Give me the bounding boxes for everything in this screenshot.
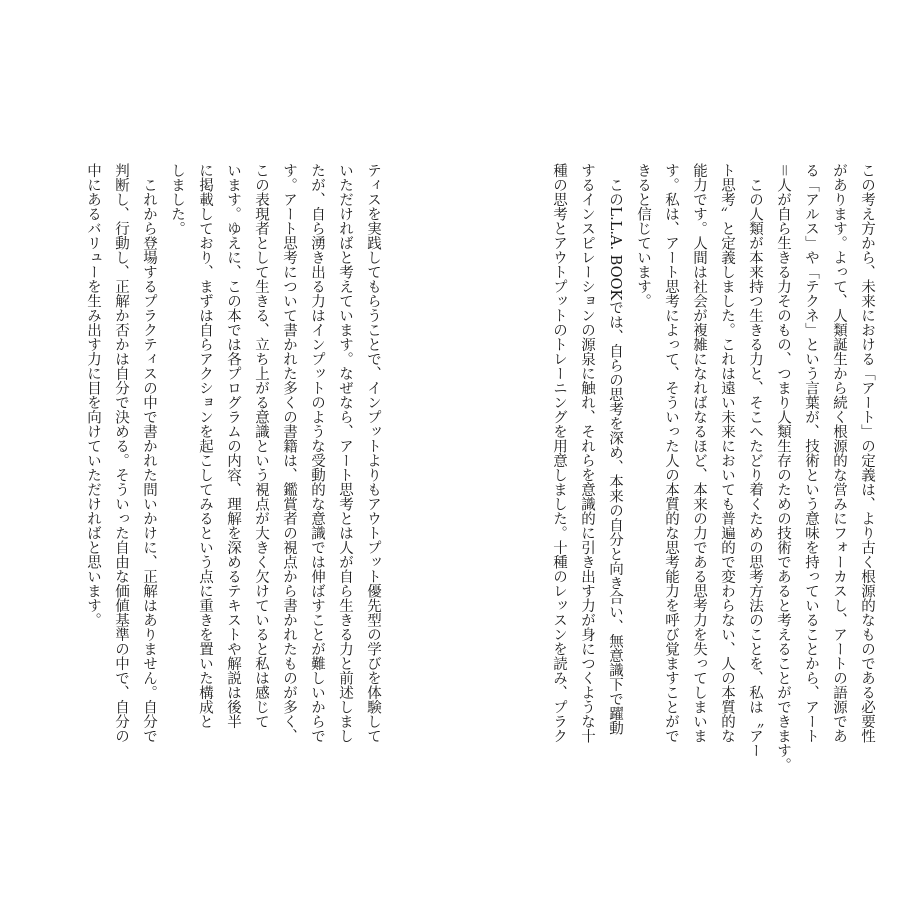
left-page-text	[79, 163, 387, 803]
text-column: きると信じています。	[635, 163, 651, 308]
text-column: ト思考〟と定義しました。これは遠い未来においても普遍的で変わらない、人の本質的な	[719, 163, 735, 743]
text-column: る「アルス」や「テクネ」という言葉が、技術という意味を持っていることから、アート	[803, 163, 819, 743]
text-column: これから登場するプラクティスの中で書かれた問いかけに、正解はありません。自分で	[141, 163, 157, 743]
text-column: す。私は、アート思考によって、そういった人の本質的な思考能力を呼び覚ますことがで	[663, 163, 679, 743]
text-column: この考え方から、未来における「アート」の定義は、より古く根源的なものである必要性	[859, 163, 875, 743]
text-column: 中にあるバリューを生み出す力に目を向けていただければと思います。	[85, 163, 101, 627]
text-column: す。アート思考について書かれた多くの書籍は、鑑賞者の視点から書かれたものが多く、	[281, 163, 297, 743]
text-column: います。ゆえに、この本では各プログラムの内容、理解を深めるテキストや解説は後半	[225, 163, 241, 729]
text-column: この人類が本来持つ生きる力と、そこへたどり着くための思考方法のことを、私は〝アー	[747, 163, 763, 758]
text-column: たが、自ら湧き出る力はインプットのような受動的な意識では伸ばすことが難しいからで	[309, 163, 325, 743]
text-column: この表現者として生きる、立ち上がる意識という視点が大きく欠けていると私は感じて	[253, 163, 269, 729]
text-column: このL.L.A. BOOKでは、自らの思考を深め、本来の自分と向き合い、無意識下で躍動	[607, 163, 623, 736]
text-column: 種の思考とアウトプットのトレーニングを用意しました。十種のレッスンを読み、プラク	[551, 163, 567, 743]
text-column: ＝人が自ら生きる力そのもの、つまり人類生存のための技術であると考えることができます。	[775, 163, 791, 772]
text-column: 能力です。人間は社会が複雑になればなるほど、本来の力である思考力を失ってしまいま	[691, 163, 707, 743]
text-column: しました。	[169, 163, 185, 236]
text-column: があります。よって、人類誕生から続く根源的な営みにフォーカスし、アートの語源であ	[831, 163, 847, 743]
text-column: 判断し、行動し、正解か否かは自分で決める。そういった自由な価値基準の中で、自分の	[113, 163, 129, 743]
text-column: に掲載しており、まずは自らアクションを起こしてみるという点に重きを置いた構成と	[197, 163, 213, 729]
right-page-text	[545, 163, 881, 803]
text-column: いただければと考えています。なぜなら、アート思考とは人が自ら生きる力と前述しまし	[337, 163, 353, 743]
text-column: ティスを実践してもらうことで、インプットよりもアウトプット優先型の学びを体験して	[365, 163, 381, 743]
text-column: するインスピレーションの源泉に触れ、それらを意識的に引き出す力が身につくような十	[579, 163, 595, 743]
